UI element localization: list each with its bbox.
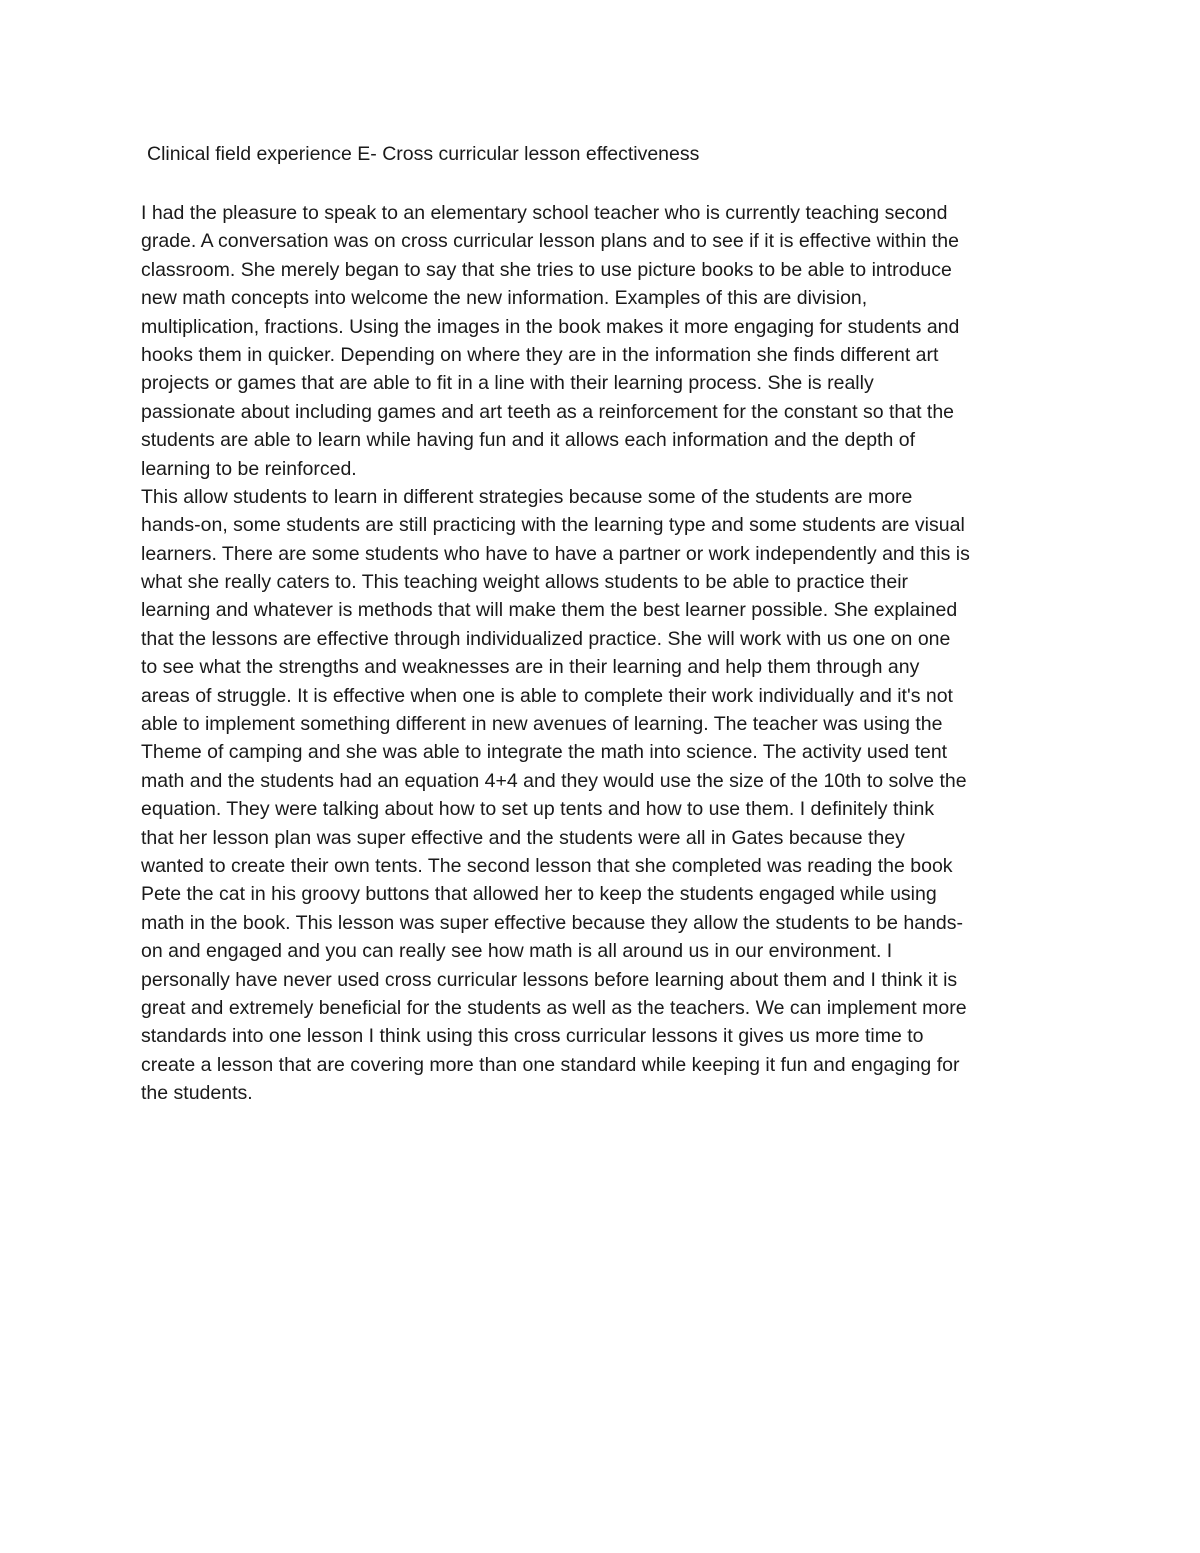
body-line: Theme of camping and she was able to integrate the math into science. The activity used tent	[141, 741, 948, 764]
body-line: equation. They were talking about how to set up tents and how to use them. I definitely think	[141, 798, 935, 821]
body-line: personally have never used cross curricular lessons before learning about them and I think it is	[141, 968, 958, 991]
body-line: learners. There are some students who have to have a partner or work independently and this is	[141, 542, 970, 565]
body-line: standards into one lesson I think using this cross curricular lessons it gives us more time to	[141, 1025, 924, 1048]
body-line: on and engaged and you can really see how math is all around us in our environment. I	[141, 940, 893, 963]
body-line: hooks them in quicker. Depending on where they are in the information she finds different art	[141, 343, 939, 366]
body-line: classroom. She merely began to say that she tries to use picture books to be able to introduce	[141, 258, 952, 281]
body-line: math and the students had an equation 4+4 and they would use the size of the 10th to solve the	[141, 769, 967, 792]
body-line: learning to be reinforced.	[141, 457, 357, 480]
body-line: the students.	[141, 1082, 253, 1105]
body-line: Pete the cat in his groovy buttons that allowed her to keep the students engaged while using	[141, 883, 937, 906]
document-body	[141, 199, 1071, 1108]
body-line: projects or games that are able to fit in a line with their learning process. She is really	[141, 372, 874, 395]
body-line: what she really caters to. This teaching weight allows students to be able to practice their	[141, 571, 909, 594]
body-line: areas of struggle. It is effective when one is able to complete their work individually and it's not	[141, 684, 953, 707]
body-line: that her lesson plan was super effective and the students were all in Gates because they	[141, 826, 905, 849]
body-line: math in the book. This lesson was super effective because they allow the students to be hands-	[141, 911, 964, 934]
body-line: passionate about including games and art teeth as a reinforcement for the constant so that the	[141, 400, 955, 423]
body-line: create a lesson that are covering more than one standard while keeping it fun and engaging for	[141, 1053, 960, 1076]
body-line: grade. A conversation was on cross curricular lesson plans and to see if it is effective within the	[141, 230, 959, 253]
body-line: This allow students to learn in different strategies because some of the students are more	[141, 485, 913, 508]
body-line: great and extremely beneficial for the students as well as the teachers. We can implement more	[141, 996, 967, 1019]
body-line: to see what the strengths and weaknesses are in their learning and help them through any	[141, 656, 920, 679]
body-line: hands-on, some students are still practicing with the learning type and some students are visual	[141, 514, 965, 537]
body-line: new math concepts into welcome the new information. Examples of this are division,	[141, 287, 868, 310]
body-line: students are able to learn while having fun and it allows each information and the depth of	[141, 429, 916, 452]
body-line: able to implement something different in new avenues of learning. The teacher was using the	[141, 713, 943, 736]
body-line: multiplication, fractions. Using the images in the book makes it more engaging for students and	[141, 315, 960, 338]
body-line: that the lessons are effective through individualized practice. She will work with us one on one	[141, 627, 951, 650]
body-line: I had the pleasure to speak to an elementary school teacher who is currently teaching second	[141, 202, 948, 224]
body-line: wanted to create their own tents. The second lesson that she completed was reading the book	[141, 854, 953, 877]
body-line: learning and whatever is methods that will make them the best learner possible. She explained	[141, 599, 958, 622]
document-title: Clinical field experience E- Cross curricular lesson effectiveness	[147, 143, 700, 165]
